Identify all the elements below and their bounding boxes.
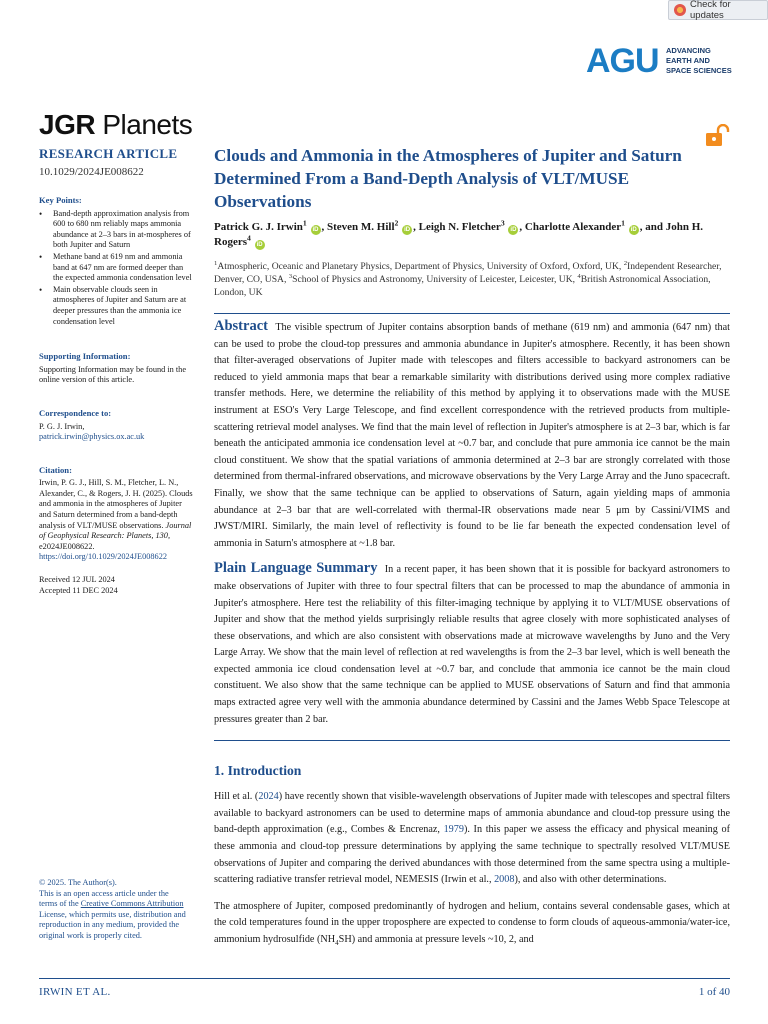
doi: 10.1029/2024JE008622 [39,166,144,178]
article-title: Clouds and Ammonia in the Atmospheres of Jupiter and Saturn Determined From a Band-Depth Analysis of VLT/MUSE Observations [214,146,682,211]
subscript: 4 [335,939,339,948]
author-separator: , and [639,221,666,233]
orcid-icon[interactable]: iD [630,227,637,233]
correspondence-email-link[interactable]: patrick.irwin@physics.ox.ac.uk [39,432,145,442]
abstract-text: The visible spectrum of Jupiter contains absorption bands of methane (619 nm) and ammonia (647 nm) that can be used to probe the cloud-top pressures and ammonia abundance in Jupiter's atmosphere. Recently, it has been shown that filter-averaged observations of Jupiter made with telescopes and filters accessible to backyard astronomers can be reduced to yield ammonia maps that bear a remarkable similarity with distributions derived using more complex radiative transfer methods. Here, we determine the reliability of this method by applying it to observations made with the MUSE instrument at ESO's Very Large Telescope, and find excellent correspondence with the retrieved products from multiple-scattering retrieval model analyses. We find that the main level of reflection in Jupiter's atmosphere is at 2–3 bar, which is far beneath the anticipated ammonia ice condensation level at ~0.7 bar, and conclude that pure ammonia ice cannot be the main cloud constituent. We show that the spatial variations of ammonia determined at 2–3 bar are strongly correlated with those determined from thermal-infrared observations, and microwave observations by the Very Large Array and the Juno spacecraft. Finally, we show that the same technique can be applied to observations of Saturn, again yielding maps of ammonia abundance at 2–3 bar that are well-correlated with thermal-IR observations made near 5 μm by Cassini/VIMS and JWST/MIRI. Similarly, the main level of reflectivity is found to be lie far beneath the expected condensation level of ammonia in Saturn's atmosphere at ~1.8 bar. [214,322,730,549]
intro-text: Hill et al. ( [214,791,259,803]
introduction-paragraph [214,789,730,889]
key-point: • Methane band at 619 nm and ammonia band at 647 nm are formed deeper than the expected ammonia condensation level [39,252,194,284]
agu-tagline-line: ADVANCING [666,46,711,55]
author-name: Charlotte Alexander [524,221,622,233]
correspondence-heading: Correspondence to: [39,407,112,418]
license-text-before: This is an open access article under the terms of the [39,888,169,909]
author-name: Leigh N. Fletcher [418,221,501,233]
key-points-heading: Key Points: [39,195,82,205]
affiliations [214,260,730,299]
author-separator [251,236,254,248]
author-name: John H. Rogers [214,221,704,248]
introduction-heading: 1. Introduction [214,763,302,779]
accepted-date: Accepted 11 DEC 2024 [39,585,118,595]
author-list [214,220,730,250]
citation-link[interactable]: 2008 [494,874,515,886]
check-for-updates-button[interactable] [668,0,768,20]
citation-journal: Journal of Geophysical Research: Planets, 130, [39,520,192,541]
affiliation-text: Independent Researcher, Denver, CO, USA, [214,261,722,285]
key-point: • Band-depth approximation analysis from 600 to 680 nm reliably maps ammonia abundance at 2–3 bars in at-mospheres of both Jupiter and Saturn [39,209,194,251]
received-date: Received 12 JUL 2024 [39,575,115,585]
agu-tagline [666,46,732,76]
author-name: Patrick G. J. Irwin [214,221,303,233]
sidebar [39,146,194,596]
orcid-icon[interactable]: iD [404,227,411,233]
citation-text [39,478,194,552]
correspondence-name: P. G. J. Irwin, [39,421,85,431]
author-separator [505,221,508,233]
author-separator: , [519,221,525,233]
check-for-updates-label: Check for updates [690,0,731,21]
agu-tagline-line: EARTH AND [666,56,710,65]
plain-language-heading: Plain Language Summary [214,560,378,577]
agu-tagline-line: SPACE SCIENCES [666,66,732,75]
affiliation-number: 3 [288,272,293,280]
author-separator: , [413,221,419,233]
crossmark-icon [674,4,686,16]
orcid-icon[interactable]: iD [256,242,263,248]
author-affiliation-number: 2 [394,218,399,228]
key-points-list [39,209,194,328]
license-note [39,878,189,942]
affiliation-text: Atmospheric, Oceanic and Planetary Physics, Department of Physics, University of Oxford, Oxford, UK, [217,261,624,272]
supporting-text: Supporting Information may be found in the online version of this article. [39,364,187,385]
affiliation-number: 2 [623,259,628,267]
section-divider [214,740,730,741]
main-column [214,144,730,959]
citation-doi-link[interactable]: https://doi.org/10.1029/2024JE008622 [39,552,167,562]
author-separator [398,221,401,233]
journal-name-bold: JGR [39,109,96,140]
citation-link[interactable]: 1979 [443,824,464,836]
copyright-text: © 2025. The Author(s). [39,878,117,887]
journal-name-regular: Planets [95,109,193,140]
affiliation-number: 1 [214,259,218,267]
introduction-paragraph [214,899,730,949]
intro-text: SH) and ammonia at pressure levels ~10, 2, and [338,934,534,945]
citation-link[interactable]: 2024 [258,791,279,803]
orcid-icon[interactable]: iD [312,227,319,233]
orcid-icon[interactable]: iD [510,227,517,233]
footer-authors: IRWIN ET AL. [39,986,111,998]
license-text-after: License, which permits use, distribution and reproduction in any medium, provided the original work is properly cited. [39,909,186,940]
author-affiliation-number: 1 [621,218,625,228]
author-separator [307,221,310,233]
abstract-section [214,313,730,552]
author-separator: , [321,221,328,233]
author-affiliation-number: 1 [302,218,307,228]
intro-text: ). In this paper we assess the efficacy and physical meaning of these ammonia and cloud-top pressure determinations by applying the same technique to spectrally resolved VLT/MUSE observations of Jupiter and comparing the derived abundances with those determined from the same spectra using a multiple-scattering radiative transfer retrieval model, NEMESIS (Irwin et al., [214,824,730,886]
affiliation-text: School of Physics and Astronomy, University of Leicester, Leicester, UK, [292,274,578,285]
author-affiliation-number: 4 [247,233,251,243]
plain-language-text: In a recent paper, it has been shown that it is possible for backyard astronomers to make observations of Jupiter with three to four spectral filters that can be processed to map the abundance of ammonia in Jupiter's atmosphere. Here test the reliability of this filter-imaging technique by applying it to VLT/MUSE observations of Jupiter and show that the method yields surprisingly reliable results that agree closely with more sophisticated analyses of these observations, and which are also consistent with observations made at microwave wavelengths by Juno and the Very Large Array. We show that the main level of reflection at red wavelengths is from the 2–3 bar level, which is well beneath the expected ammonia ice cloud condensation level at ~0.7 bar, and conclude that ammonia ice cannot be the main cloud constituent. We also show that the same technique can be applied to MUSE observations of Saturn and find that ammonia maps extracted agree very well with the ammonia abundance determined by Cassini and the James Webb Space Telescope at pressures greater than 2 bar. [214,564,731,725]
author-affiliation-number: 3 [500,218,505,228]
affiliation-text: British Astronomical Association, London, UK [214,274,711,298]
citation-tail: e2024JE008622. [39,541,95,551]
article-type: RESEARCH ARTICLE [39,146,178,161]
citation-body: Irwin, P. G. J., Hill, S. M., Fletcher, L. N., Alexander, C., & Rogers, J. H. (2025). Clouds and ammonia in the atmospheres of Jupiter and Saturn determined from a band-depth analysis of VLT/MUSE observations. [39,478,193,530]
citation-heading: Citation: [39,464,72,475]
agu-logo [586,44,736,78]
plain-language-section [214,560,730,728]
intro-text: ), and also with other determinations. [514,874,667,886]
key-point: • Main observable clouds seen in atmospheres of Jupiter and Saturn are at deeper pressures than the ammonia ice condensation level [39,285,194,327]
intro-text: The atmosphere of Jupiter, composed predominantly of hydrogen and helium, contains several condensable gases, which at the cold temperatures found in the upper troposphere are expected to condense to form clouds of aqueous-ammonia/water-ice, ammonium hydrosulfide (NH [214,900,730,945]
footer-rule [39,978,730,979]
license-text [39,889,189,942]
abstract-heading: Abstract [214,318,268,334]
author-name: Steven M. Hill [327,221,395,233]
agu-logo-mark: AGU [586,42,659,80]
journal-title [39,108,192,142]
supporting-heading: Supporting Information: [39,351,131,362]
author-separator [625,221,628,233]
intro-text: ) have recently shown that visible-wavelength observations of Jupiter made with telescopes and spectral filters available to backyard astronomers can be used to determine maps of ammonia abundance and cloud-top pressure using the band-depth approximation (e.g., Combes & Encrenaz, [214,791,731,836]
affiliation-number: 4 [577,272,581,280]
page-number: 1 of 40 [698,986,730,998]
creative-commons-link[interactable]: Creative Commons Attribution [80,899,184,909]
